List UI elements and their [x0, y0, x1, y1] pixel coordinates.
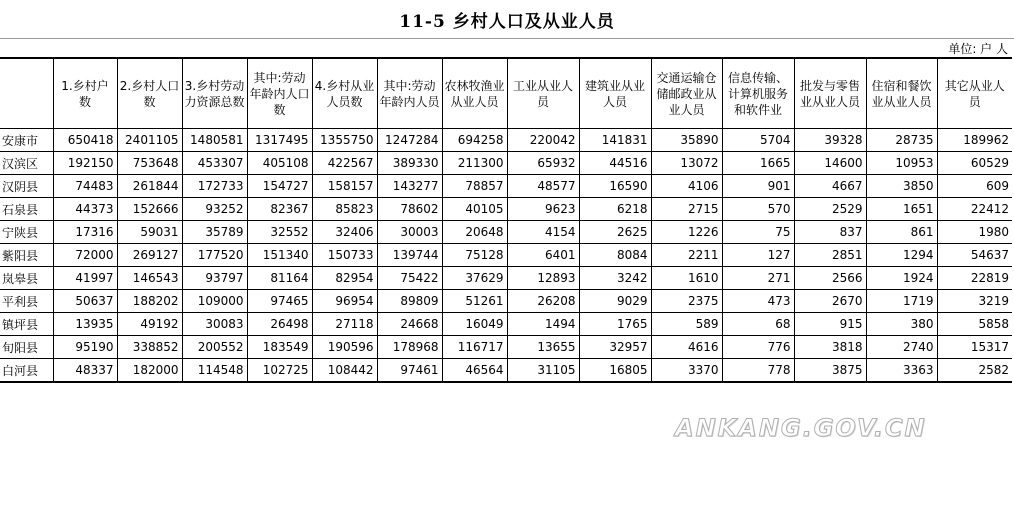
value-cell: 93252: [182, 198, 247, 221]
value-cell: 24668: [377, 313, 442, 336]
value-cell: 16805: [579, 359, 651, 383]
value-cell: 82367: [247, 198, 312, 221]
value-cell: 96954: [312, 290, 377, 313]
value-cell: 192150: [53, 152, 117, 175]
value-cell: 220042: [507, 129, 579, 152]
region-name-cell: 宁陕县: [0, 221, 53, 244]
value-cell: 1651: [866, 198, 937, 221]
value-cell: 5704: [722, 129, 794, 152]
value-cell: 41997: [53, 267, 117, 290]
value-cell: 694258: [442, 129, 507, 152]
table-row: [0, 129, 1012, 152]
value-cell: 422567: [312, 152, 377, 175]
table-row: [0, 267, 1012, 290]
value-cell: 1317495: [247, 129, 312, 152]
value-cell: 338852: [117, 336, 182, 359]
value-cell: 6218: [579, 198, 651, 221]
value-cell: 37629: [442, 267, 507, 290]
value-cell: 1665: [722, 152, 794, 175]
value-cell: 5858: [937, 313, 1012, 336]
value-cell: 4616: [651, 336, 722, 359]
value-cell: 4106: [651, 175, 722, 198]
value-cell: 6401: [507, 244, 579, 267]
header-cell: 其它从业人员: [937, 58, 1012, 129]
region-name-cell: 镇坪县: [0, 313, 53, 336]
value-cell: 109000: [182, 290, 247, 313]
value-cell: 17316: [53, 221, 117, 244]
value-cell: 48337: [53, 359, 117, 383]
value-cell: 3242: [579, 267, 651, 290]
region-name-cell: 汉滨区: [0, 152, 53, 175]
value-cell: 127: [722, 244, 794, 267]
value-cell: 182000: [117, 359, 182, 383]
value-cell: 3363: [866, 359, 937, 383]
value-cell: 189962: [937, 129, 1012, 152]
value-cell: 35789: [182, 221, 247, 244]
value-cell: 26208: [507, 290, 579, 313]
value-cell: 2851: [794, 244, 866, 267]
region-name-cell: 白河县: [0, 359, 53, 383]
value-cell: 2529: [794, 198, 866, 221]
value-cell: 48577: [507, 175, 579, 198]
value-cell: 9623: [507, 198, 579, 221]
value-cell: 609: [937, 175, 1012, 198]
table-row: [0, 359, 1012, 383]
value-cell: 1247284: [377, 129, 442, 152]
header-cell: 信息传输、计算机服务和软件业: [722, 58, 794, 129]
header-cell: 其中:劳动年龄内人员: [377, 58, 442, 129]
header-cell: 1.乡村户数: [53, 58, 117, 129]
header-cell: 工业从业人员: [507, 58, 579, 129]
value-cell: 14600: [794, 152, 866, 175]
value-cell: 453307: [182, 152, 247, 175]
region-name-cell: 紫阳县: [0, 244, 53, 267]
value-cell: 75: [722, 221, 794, 244]
value-cell: 1494: [507, 313, 579, 336]
region-name-cell: 汉阴县: [0, 175, 53, 198]
value-cell: 2740: [866, 336, 937, 359]
value-cell: 8084: [579, 244, 651, 267]
value-cell: 2401105: [117, 129, 182, 152]
table-row: [0, 290, 1012, 313]
value-cell: 915: [794, 313, 866, 336]
value-cell: 108442: [312, 359, 377, 383]
header-cell: 4.乡村从业人员数: [312, 58, 377, 129]
header-cell: 农林牧渔业从业人员: [442, 58, 507, 129]
value-cell: 28735: [866, 129, 937, 152]
value-cell: 75128: [442, 244, 507, 267]
value-cell: 2715: [651, 198, 722, 221]
value-cell: 12893: [507, 267, 579, 290]
value-cell: 74483: [53, 175, 117, 198]
value-cell: 59031: [117, 221, 182, 244]
value-cell: 32406: [312, 221, 377, 244]
table-row: [0, 198, 1012, 221]
value-cell: 75422: [377, 267, 442, 290]
table-row: [0, 175, 1012, 198]
value-cell: 183549: [247, 336, 312, 359]
value-cell: 89809: [377, 290, 442, 313]
value-cell: 861: [866, 221, 937, 244]
value-cell: 1924: [866, 267, 937, 290]
value-cell: 200552: [182, 336, 247, 359]
value-cell: 650418: [53, 129, 117, 152]
header-cell: 批发与零售业从业人员: [794, 58, 866, 129]
value-cell: 22412: [937, 198, 1012, 221]
title-row: [0, 0, 1014, 39]
table-row: [0, 152, 1012, 175]
value-cell: 3370: [651, 359, 722, 383]
region-name-cell: 岚皋县: [0, 267, 53, 290]
value-cell: 60529: [937, 152, 1012, 175]
value-cell: 114548: [182, 359, 247, 383]
header-cell: 2.乡村人口数: [117, 58, 182, 129]
value-cell: 3850: [866, 175, 937, 198]
value-cell: 2566: [794, 267, 866, 290]
value-cell: 1480581: [182, 129, 247, 152]
value-cell: 380: [866, 313, 937, 336]
value-cell: 30003: [377, 221, 442, 244]
value-cell: 589: [651, 313, 722, 336]
value-cell: 146543: [117, 267, 182, 290]
value-cell: 1355750: [312, 129, 377, 152]
value-cell: 150733: [312, 244, 377, 267]
value-cell: 271: [722, 267, 794, 290]
value-cell: 10953: [866, 152, 937, 175]
value-cell: 81164: [247, 267, 312, 290]
value-cell: 570: [722, 198, 794, 221]
value-cell: 1294: [866, 244, 937, 267]
value-cell: 95190: [53, 336, 117, 359]
value-cell: 2211: [651, 244, 722, 267]
value-cell: 27118: [312, 313, 377, 336]
value-cell: 778: [722, 359, 794, 383]
page-title: 11-5 乡村人口及从业人员: [399, 12, 615, 32]
value-cell: 13655: [507, 336, 579, 359]
value-cell: 269127: [117, 244, 182, 267]
header-cell-region: [0, 58, 53, 129]
table-row: [0, 221, 1012, 244]
value-cell: 22819: [937, 267, 1012, 290]
value-cell: 1980: [937, 221, 1012, 244]
population-table: [0, 57, 1012, 383]
value-cell: 16590: [579, 175, 651, 198]
region-name-cell: 石泉县: [0, 198, 53, 221]
table-row: [0, 336, 1012, 359]
value-cell: 190596: [312, 336, 377, 359]
value-cell: 188202: [117, 290, 182, 313]
value-cell: 31105: [507, 359, 579, 383]
value-cell: 141831: [579, 129, 651, 152]
value-cell: 72000: [53, 244, 117, 267]
value-cell: 13935: [53, 313, 117, 336]
value-cell: 32957: [579, 336, 651, 359]
value-cell: 20648: [442, 221, 507, 244]
value-cell: 172733: [182, 175, 247, 198]
value-cell: 177520: [182, 244, 247, 267]
value-cell: 139744: [377, 244, 442, 267]
value-cell: 1719: [866, 290, 937, 313]
value-cell: 16049: [442, 313, 507, 336]
value-cell: 82954: [312, 267, 377, 290]
unit-label: 单位: 户 人: [948, 42, 1008, 56]
site-watermark: ANKANG.GOV.CN: [675, 414, 927, 442]
value-cell: 85823: [312, 198, 377, 221]
value-cell: 2625: [579, 221, 651, 244]
value-cell: 405108: [247, 152, 312, 175]
value-cell: 78857: [442, 175, 507, 198]
table-header-row: [0, 58, 1012, 129]
value-cell: 15317: [937, 336, 1012, 359]
value-cell: 1610: [651, 267, 722, 290]
value-cell: 40105: [442, 198, 507, 221]
value-cell: 1765: [579, 313, 651, 336]
value-cell: 78602: [377, 198, 442, 221]
value-cell: 97465: [247, 290, 312, 313]
value-cell: 3219: [937, 290, 1012, 313]
table-body: [0, 129, 1012, 383]
value-cell: 50637: [53, 290, 117, 313]
value-cell: 44516: [579, 152, 651, 175]
value-cell: 4667: [794, 175, 866, 198]
value-cell: 753648: [117, 152, 182, 175]
value-cell: 49192: [117, 313, 182, 336]
value-cell: 116717: [442, 336, 507, 359]
value-cell: 2375: [651, 290, 722, 313]
header-cell: 3.乡村劳动力资源总数: [182, 58, 247, 129]
value-cell: 35890: [651, 129, 722, 152]
value-cell: 776: [722, 336, 794, 359]
value-cell: 2670: [794, 290, 866, 313]
value-cell: 178968: [377, 336, 442, 359]
value-cell: 93797: [182, 267, 247, 290]
value-cell: 9029: [579, 290, 651, 313]
region-name-cell: 平利县: [0, 290, 53, 313]
value-cell: 211300: [442, 152, 507, 175]
value-cell: 30083: [182, 313, 247, 336]
value-cell: 32552: [247, 221, 312, 244]
header-cell: 其中:劳动年龄内人口数: [247, 58, 312, 129]
value-cell: 2582: [937, 359, 1012, 383]
value-cell: 13072: [651, 152, 722, 175]
table-row: [0, 313, 1012, 336]
value-cell: 51261: [442, 290, 507, 313]
value-cell: 1226: [651, 221, 722, 244]
region-name-cell: 旬阳县: [0, 336, 53, 359]
value-cell: 261844: [117, 175, 182, 198]
value-cell: 46564: [442, 359, 507, 383]
value-cell: 54637: [937, 244, 1012, 267]
value-cell: 901: [722, 175, 794, 198]
value-cell: 143277: [377, 175, 442, 198]
value-cell: 154727: [247, 175, 312, 198]
value-cell: 151340: [247, 244, 312, 267]
value-cell: 158157: [312, 175, 377, 198]
value-cell: 65932: [507, 152, 579, 175]
value-cell: 97461: [377, 359, 442, 383]
value-cell: 44373: [53, 198, 117, 221]
value-cell: 473: [722, 290, 794, 313]
value-cell: 102725: [247, 359, 312, 383]
value-cell: 4154: [507, 221, 579, 244]
header-cell: 住宿和餐饮业从业人员: [866, 58, 937, 129]
value-cell: 39328: [794, 129, 866, 152]
value-cell: 3818: [794, 336, 866, 359]
value-cell: 152666: [117, 198, 182, 221]
value-cell: 68: [722, 313, 794, 336]
value-cell: 26498: [247, 313, 312, 336]
value-cell: 3875: [794, 359, 866, 383]
table-row: [0, 244, 1012, 267]
value-cell: 389330: [377, 152, 442, 175]
region-name-cell: 安康市: [0, 129, 53, 152]
header-cell: 建筑业从业人员: [579, 58, 651, 129]
header-cell: 交通运输仓储邮政业从业人员: [651, 58, 722, 129]
value-cell: 837: [794, 221, 866, 244]
